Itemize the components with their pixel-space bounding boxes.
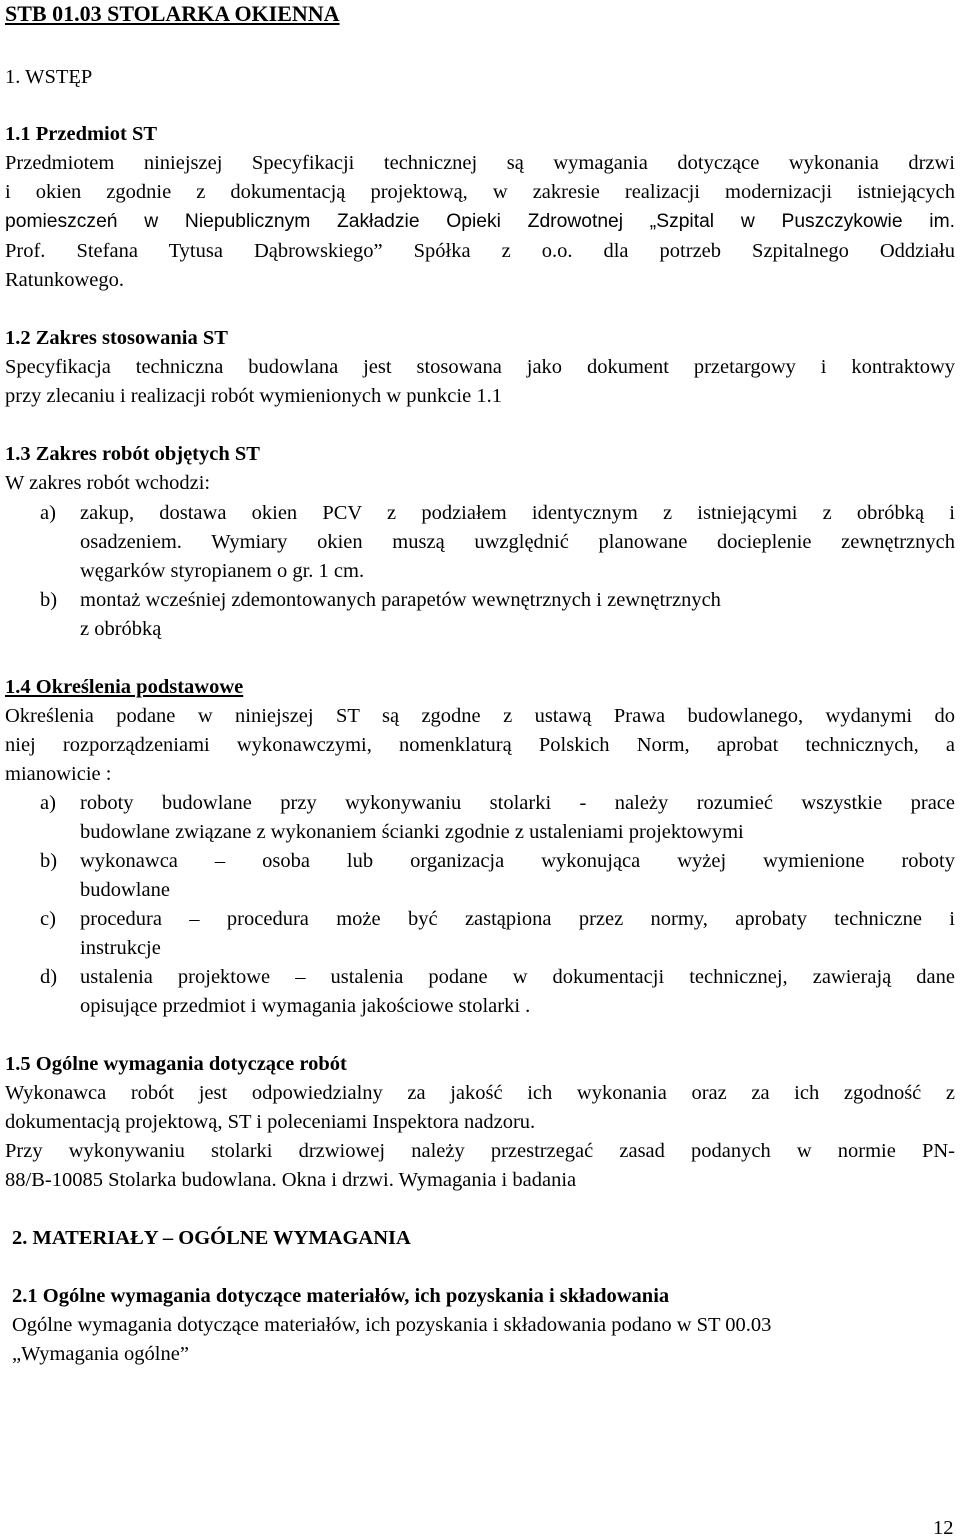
subsection-heading-1-5: 1.5 Ogólne wymagania dotyczące robót [5,1053,347,1075]
list-item-label: a) [40,502,56,524]
paragraph-line: dokumentacją projektową, ST i poleceniami Inspektora nadzoru. [5,1111,536,1133]
list-item-line: osadzeniem. Wymiary okien muszą uwzględnić planowane docieplenie zewnętrznych [80,531,955,553]
page-number: 12 [933,1517,954,1539]
paragraph-line: „Wymagania ogólne” [12,1343,189,1365]
paragraph-line: Określenia podane w niniejszej ST są zgodne z ustawą Prawa budowlanego, wydanymi do [5,705,955,727]
list-item-line: budowlane związane z wykonaniem ścianki zgodnie z ustaleniami projektowymi [80,821,744,843]
section-heading-1: 1. WSTĘP [5,66,93,88]
paragraph-line: W zakres robót wchodzi: [5,472,211,494]
subsection-heading-2-1: 2.1 Ogólne wymagania dotyczące materiałów, ich pozyskania i składowania [12,1285,670,1307]
paragraph-line: Ogólne wymagania dotyczące materiałów, ich pozyskania i składowania podano w ST 00.03 [12,1314,772,1336]
paragraph-line: niej rozporządzeniami wykonawczymi, nomenklaturą Polskich Norm, aprobat technicznych, a [5,734,955,756]
subsection-heading-1-2: 1.2 Zakres stosowania ST [5,327,228,349]
subsection-heading-1-1: 1.1 Przedmiot ST [5,123,158,145]
list-item-label: c) [40,908,56,930]
list-item-line: z obróbką [80,618,162,640]
list-item-label: a) [40,792,56,814]
paragraph-line: Przy wykonywaniu stolarki drzwiowej należy przestrzegać zasad podanych w normie PN- [5,1140,955,1162]
list-item-line: instrukcje [80,937,161,959]
list-item-line: montaż wcześniej zdemontowanych parapetów wewnętrznych i zewnętrznych [80,589,721,611]
paragraph-line: mianowicie : [5,763,112,785]
subsection-heading-1-4: 1.4 Określenia podstawowe [5,676,244,698]
list-item-line: opisujące przedmiot i wymagania jakościowe stolarki . [80,995,531,1017]
paragraph-line: Specyfikacja techniczna budowlana jest stosowana jako dokument przetargowy i kontraktowy [5,356,955,378]
list-item-line: zakup, dostawa okien PCV z podziałem identycznym z istniejącymi z obróbką i [80,502,955,524]
section-heading-2: 2. MATERIAŁY – OGÓLNE WYMAGANIA [12,1227,411,1249]
list-item-label: b) [40,850,58,872]
paragraph-line: Prof. Stefana Tytusa Dąbrowskiego” Spółka z o.o. dla potrzeb Szpitalnego Oddziału [5,240,955,262]
list-item-line: procedura – procedura może być zastąpiona przez normy, aprobaty techniczne i [80,908,955,930]
paragraph-line: Wykonawca robót jest odpowiedzialny za jakość ich wykonania oraz za ich zgodność z [5,1082,955,1104]
paragraph-line: Przedmiotem niniejszej Specyfikacji technicznej są wymagania dotyczące wykonania drzwi [5,152,955,174]
list-item-line: roboty budowlane przy wykonywaniu stolarki - należy rozumieć wszystkie prace [80,792,955,814]
list-item-label: b) [40,589,58,611]
paragraph-line: pomieszczeń w Niepublicznym Zakładzie Opieki Zdrowotnej „Szpital w Puszczykowie im. [5,211,955,232]
list-item-label: d) [40,966,58,988]
list-item-line: wykonawca – osoba lub organizacja wykonująca wyżej wymienione roboty [80,850,955,872]
document-title: STB 01.03 STOLARKA OKIENNA [5,1,340,26]
list-item-line: ustalenia projektowe – ustalenia podane w dokumentacji technicznej, zawierają dane [80,966,955,988]
subsection-heading-1-3: 1.3 Zakres robót objętych ST [5,443,260,465]
paragraph-line: 88/B-10085 Stolarka budowlana. Okna i drzwi. Wymagania i badania [5,1169,577,1191]
list-item-line: węgarków styropianem o gr. 1 cm. [80,560,365,582]
list-item-line: budowlane [80,879,170,901]
paragraph-line: Ratunkowego. [5,269,124,291]
paragraph-line: przy zlecaniu i realizacji robót wymienionych w punkcie 1.1 [5,385,502,407]
paragraph-line: i okien zgodnie z dokumentacją projektową, w zakresie realizacji modernizacji istniejących [5,181,955,203]
